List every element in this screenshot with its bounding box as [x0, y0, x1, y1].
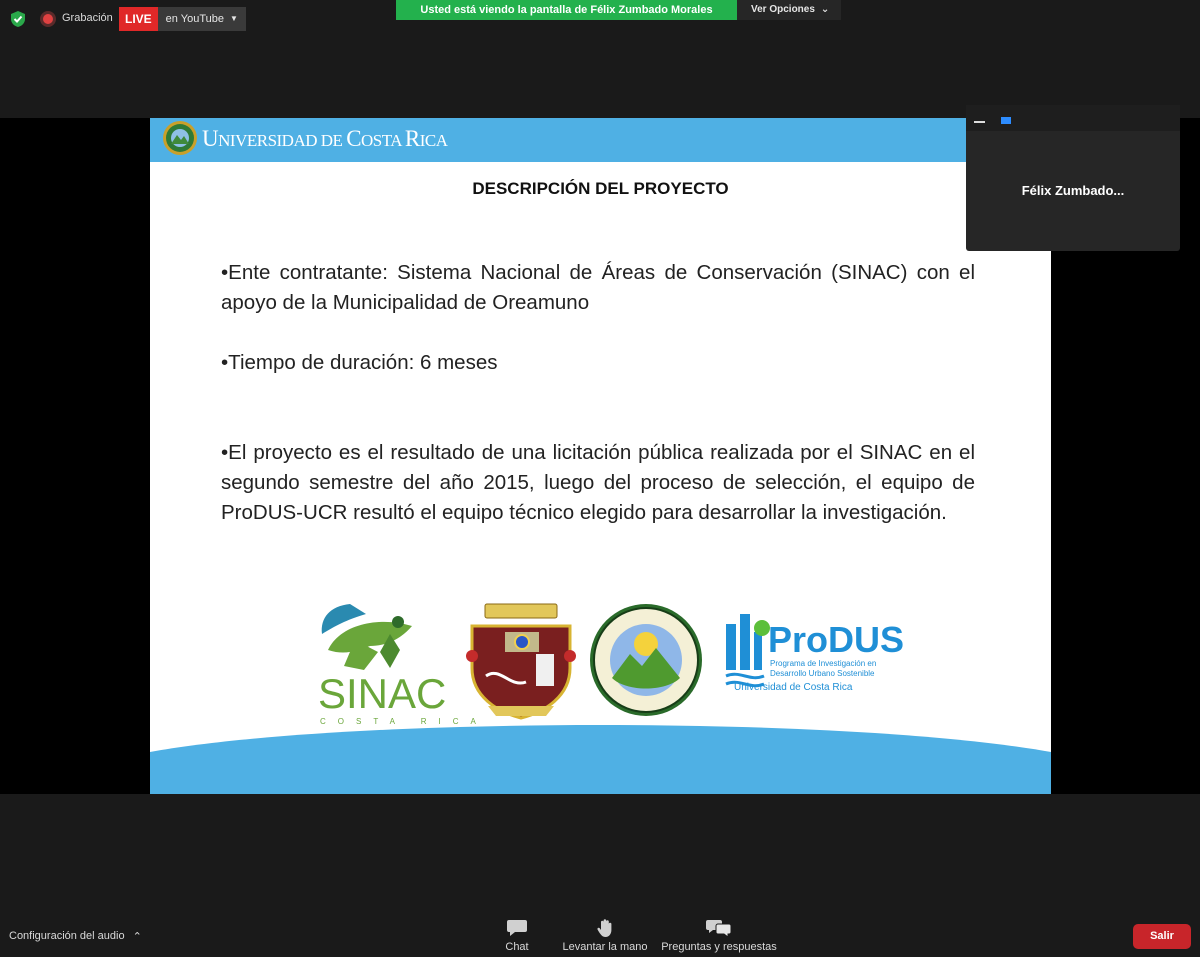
- leave-button[interactable]: Salir: [1133, 924, 1191, 949]
- raise-hand-label: Levantar la mano: [562, 941, 648, 953]
- meeting-bottom-toolbar: [0, 794, 1200, 957]
- svg-text:ProDUS: ProDUS: [768, 619, 905, 660]
- svg-text:COSTA RICA: COSTA RICA: [320, 717, 488, 726]
- raise-hand-button[interactable]: [560, 918, 650, 953]
- raise-hand-icon: [595, 918, 615, 938]
- minimize-icon[interactable]: [974, 121, 985, 123]
- slide-header: [150, 118, 1051, 162]
- chevron-down-icon: ⌄: [820, 4, 830, 15]
- chat-button[interactable]: [496, 918, 538, 953]
- screen-share-banner: [396, 0, 841, 20]
- slide-title: DESCRIPCIÓN DEL PROYECTO: [472, 179, 729, 198]
- tile-controls: [966, 105, 1180, 131]
- ucr-round-seal: [590, 604, 702, 716]
- qa-button[interactable]: [660, 918, 778, 953]
- recording-label: Grabación: [62, 12, 113, 24]
- view-options-button[interactable]: [737, 0, 841, 20]
- slide-bullet-origin: •El proyecto es el resultado de una licitación pública realizada por el SINAC en el segundo semestre del año 2015, luego del proceso de selección, el equipo de ProDUS-UCR resultó el equipo técnico elegido para desarrollar la investigación.: [221, 441, 975, 524]
- svg-text:Universidad de Costa Rica: Universidad de Costa Rica: [734, 682, 853, 693]
- security-shield-icon[interactable]: [10, 10, 26, 28]
- slide-bullet-duration: •Tiempo de duración: 6 meses: [221, 351, 498, 374]
- svg-text:Programa de Investigación en: Programa de Investigación en: [770, 659, 877, 668]
- share-banner-text: Usted está viendo la pantalla de Félix Zumbado Morales: [396, 0, 737, 20]
- recording-icon: [40, 11, 56, 27]
- participant-video-tile[interactable]: [966, 105, 1180, 251]
- meeting-top-bar: [0, 0, 1200, 118]
- ucr-brand-name: UNIVERSIDAD DE COSTA RICA: [202, 126, 448, 151]
- partner-logos: [150, 596, 1051, 726]
- oreamuno-crest: [466, 604, 576, 718]
- expand-view-icon[interactable]: [1001, 117, 1011, 124]
- chat-label: Chat: [505, 941, 529, 953]
- live-destination: en YouTube: [165, 13, 224, 25]
- audio-settings-label: Configuración del audio: [9, 930, 125, 942]
- chat-icon: [506, 918, 528, 938]
- slide-bullet-contractor: •Ente contratante: Sistema Nacional de Áreas de Conservación (SINAC) con el apoyo de la Municipalidad de Oreamuno: [221, 261, 975, 314]
- shared-slide: [150, 118, 1051, 794]
- share-left-margin: [0, 118, 150, 794]
- svg-text:Desarrollo Urbano Sostenible: Desarrollo Urbano Sostenible: [770, 669, 875, 678]
- qa-label: Preguntas y respuestas: [661, 941, 777, 953]
- chevron-up-icon: ⌃: [132, 931, 142, 943]
- view-options-label: Ver Opciones: [751, 4, 815, 15]
- qa-icon: [706, 918, 732, 938]
- participant-name: Félix Zumbado...: [1021, 183, 1125, 198]
- audio-settings-button[interactable]: [9, 930, 142, 943]
- svg-text:SINAC: SINAC: [318, 670, 447, 717]
- slide-footer-wave: [150, 708, 1051, 794]
- live-badge: LIVE: [119, 7, 158, 31]
- caret-down-icon: ▼: [230, 14, 238, 23]
- produs-logo: [726, 614, 904, 693]
- live-stream-button[interactable]: [119, 7, 246, 31]
- ucr-seal-icon: [162, 120, 198, 156]
